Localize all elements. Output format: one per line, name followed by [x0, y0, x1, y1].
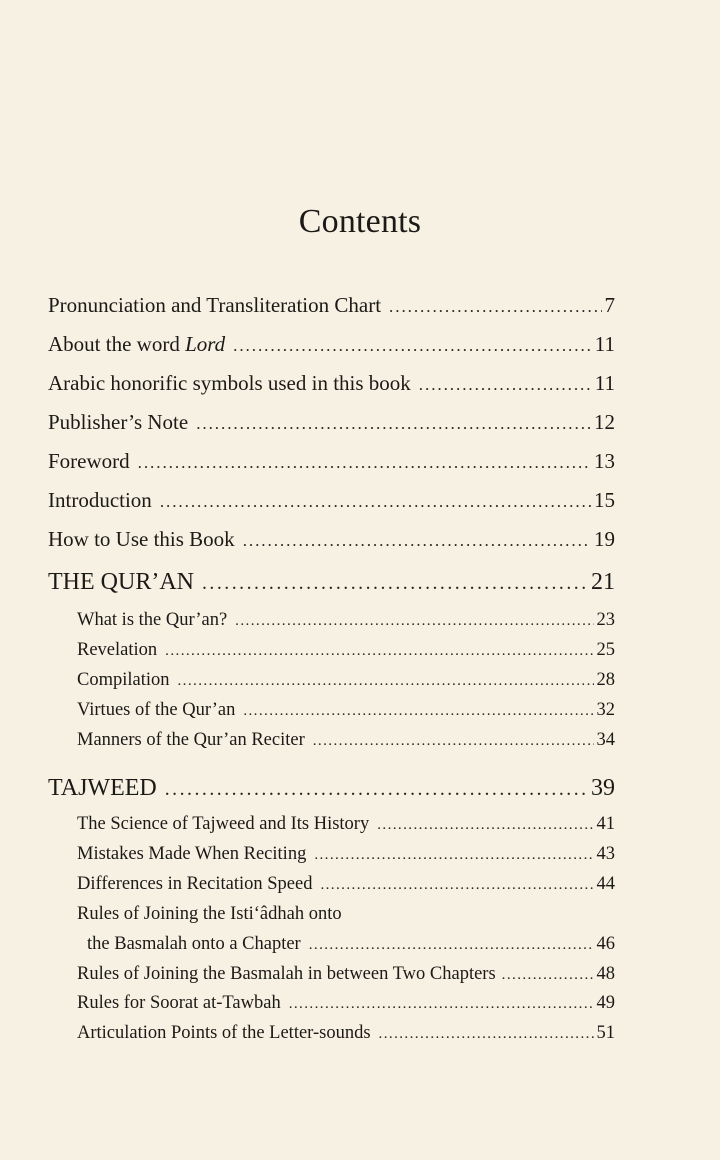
dot-leader	[377, 816, 593, 834]
toc-page-number: 19	[594, 527, 615, 551]
chapter-label: Revelation	[77, 640, 158, 660]
dot-leader	[379, 1025, 594, 1043]
toc-page-number: 11	[594, 371, 615, 395]
dot-leader	[313, 732, 594, 750]
toc-page-number: 32	[596, 700, 615, 720]
toc-chapter[interactable]	[77, 844, 615, 865]
toc-chapter[interactable]	[77, 814, 615, 835]
toc-chapter[interactable]	[77, 874, 615, 895]
toc-chapter[interactable]	[77, 964, 615, 985]
toc-page-number: 21	[591, 569, 615, 595]
toc-chapter[interactable]	[87, 934, 615, 955]
chapter-label: The Science of Tajweed and Its History	[77, 814, 370, 834]
toc-page-number: 49	[596, 993, 615, 1013]
dot-leader	[309, 936, 594, 954]
chapter-label: Manners of the Qur’an Reciter	[77, 730, 305, 750]
chapter-label: Compilation	[77, 670, 170, 690]
toc-entry[interactable]	[48, 371, 615, 396]
toc-entry[interactable]	[48, 293, 615, 318]
toc-chapter[interactable]	[77, 993, 615, 1014]
toc-page-number: 13	[594, 449, 615, 473]
toc-entry-label: Foreword	[48, 449, 130, 473]
toc-page-number: 43	[596, 844, 615, 864]
toc-entry[interactable]	[48, 332, 615, 357]
toc-chapter[interactable]	[77, 730, 615, 751]
toc-page-number: 25	[596, 640, 615, 660]
toc-entry-label: About the word Lord	[48, 332, 226, 356]
chapter-label: What is the Qur’an?	[77, 610, 228, 630]
dot-leader	[202, 572, 588, 595]
toc-part-heading[interactable]	[48, 775, 615, 802]
toc-page-number: 23	[596, 610, 615, 630]
dot-leader	[196, 414, 591, 434]
toc-entry[interactable]	[48, 527, 615, 552]
toc-entry[interactable]	[48, 410, 615, 435]
dot-leader	[138, 453, 591, 473]
chapter-label: Articulation Points of the Letter-sounds	[77, 1023, 371, 1043]
toc-page-number: 44	[596, 874, 615, 894]
toc-entry-label: Introduction	[48, 488, 152, 512]
part-label: THE QUR’AN	[48, 569, 194, 595]
chapter-label-line1: Rules of Joining the Isti‘âdhah onto	[77, 904, 342, 924]
toc-entry[interactable]	[48, 449, 615, 474]
toc-page-number: 12	[594, 410, 615, 434]
dot-leader	[165, 778, 588, 801]
toc-chapter[interactable]	[77, 700, 615, 721]
toc-page-number: 11	[594, 332, 615, 356]
page-title: Contents	[298, 203, 422, 240]
part-label: TAJWEED	[48, 775, 157, 801]
toc-entry-label: Pronunciation and Transliteration Chart	[48, 293, 382, 317]
chapter-label: Virtues of the Qur’an	[77, 700, 236, 720]
toc-page-number: 34	[596, 730, 615, 750]
toc-page-number: 7	[604, 293, 615, 317]
toc-page-number: 46	[596, 934, 615, 954]
toc-chapter[interactable]	[77, 670, 615, 691]
toc-chapter[interactable]	[77, 610, 615, 631]
chapter-label: Rules of Joining the Basmalah in between Two Chapters	[77, 964, 496, 984]
toc-page-number: 15	[594, 488, 615, 512]
dot-leader	[178, 672, 594, 690]
chapter-label: Mistakes Made When Reciting	[77, 844, 307, 864]
toc-entry[interactable]	[48, 488, 615, 513]
dot-leader	[419, 375, 592, 395]
toc-entry-label: Publisher’s Note	[48, 410, 189, 434]
dot-leader	[289, 995, 594, 1013]
toc-page-number: 51	[596, 1023, 615, 1043]
toc-page-number: 28	[596, 670, 615, 690]
dot-leader	[502, 966, 594, 984]
toc-entry-label: Arabic honorific symbols used in this book	[48, 371, 411, 395]
dot-leader	[235, 612, 593, 630]
toc-part-heading[interactable]	[48, 569, 615, 596]
dot-leader	[165, 642, 593, 660]
chapter-label: Rules for Soorat at-Tawbah	[77, 993, 281, 1013]
toc-chapter[interactable]	[77, 640, 615, 661]
dot-leader	[243, 702, 593, 720]
dot-leader	[314, 846, 593, 864]
toc-page-number: 41	[596, 814, 615, 834]
italic-term: Lord	[185, 332, 226, 356]
dot-leader	[389, 297, 601, 317]
toc-entry-label: How to Use this Book	[48, 527, 235, 551]
chapter-label: the Basmalah onto a Chapter	[87, 934, 301, 954]
toc-page-number: 39	[591, 775, 615, 801]
dot-leader	[243, 531, 591, 551]
toc-chapter[interactable]	[77, 1023, 615, 1044]
dot-leader	[160, 492, 591, 512]
toc-page-number: 48	[596, 964, 615, 984]
dot-leader	[233, 336, 592, 356]
chapter-label: Differences in Recitation Speed	[77, 874, 313, 894]
dot-leader	[320, 876, 593, 894]
